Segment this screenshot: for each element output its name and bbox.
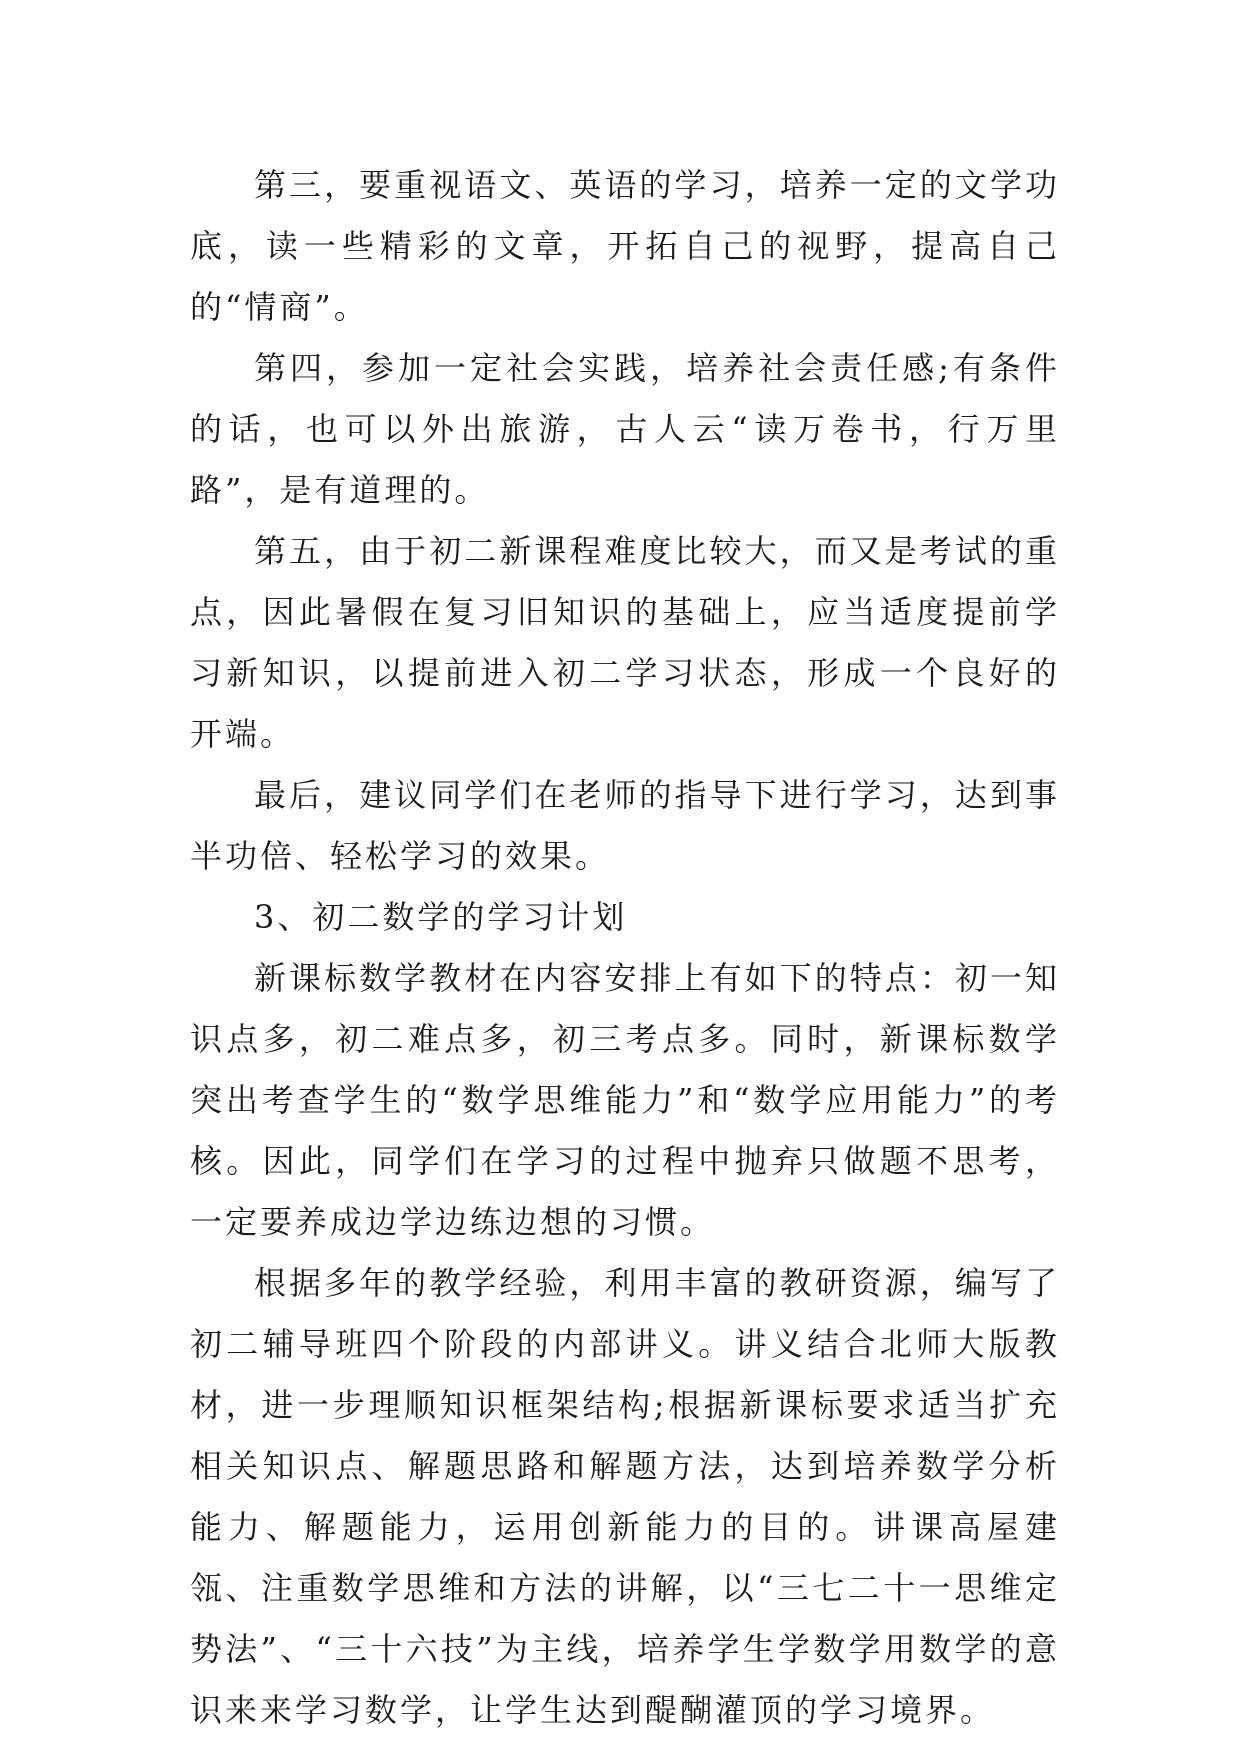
paragraph-curriculum-features: 新课标数学教材在内容安排上有如下的特点：初一知识点多，初二难点多，初三考点多。同时，新课标数学突出考查学生的“数学思维能力”和“数学应用能力”的考核。因此，同学们在学习的过程中抛弃只做题不思考，一定要养成边学边练边想的习惯。: [190, 959, 1060, 1241]
paragraph-fifth-point: 第五，由于初二新课程难度比较大，而又是考试的重点，因此暑假在复习旧知识的基础上，应当适度提前学习新知识，以提前进入初二学习状态，形成一个良好的开端。: [190, 532, 1060, 753]
paragraph-third-point: 第三，要重视语文、英语的学习，培养一定的文学功底，读一些精彩的文章，开拓自己的视野，提高自己的“情商”。: [190, 166, 1060, 326]
section-heading-math-plan: 3、初二数学的学习计划: [254, 898, 628, 936]
document-body: [190, 155, 1060, 1741]
paragraph-finally: 最后，建议同学们在老师的指导下进行学习，达到事半功倍、轻松学习的效果。: [190, 776, 1060, 875]
paragraph-fourth-point: 第四，参加一定社会实践，培养社会责任感;有条件的话，也可以外出旅游，古人云“读万卷书，行万里路”，是有道理的。: [190, 349, 1060, 509]
paragraph-teaching-experience: 根据多年的教学经验，利用丰富的教研资源，编写了初二辅导班四个阶段的内部讲义。讲义结合北师大版教材，进一步理顺知识框架结构;根据新课标要求适当扩充相关知识点、解题思路和解题方法，达到培养数学分析能力、解题能力，运用创新能力的目的。讲课高屋建瓴、注重数学思维和方法的讲解，以“三七二十一思维定势法”、“三十六技”为主线，培养学生学数学用数学的意识来来学习数学，让学生达到醍醐灌顶的学习境界。: [190, 1264, 1060, 1729]
